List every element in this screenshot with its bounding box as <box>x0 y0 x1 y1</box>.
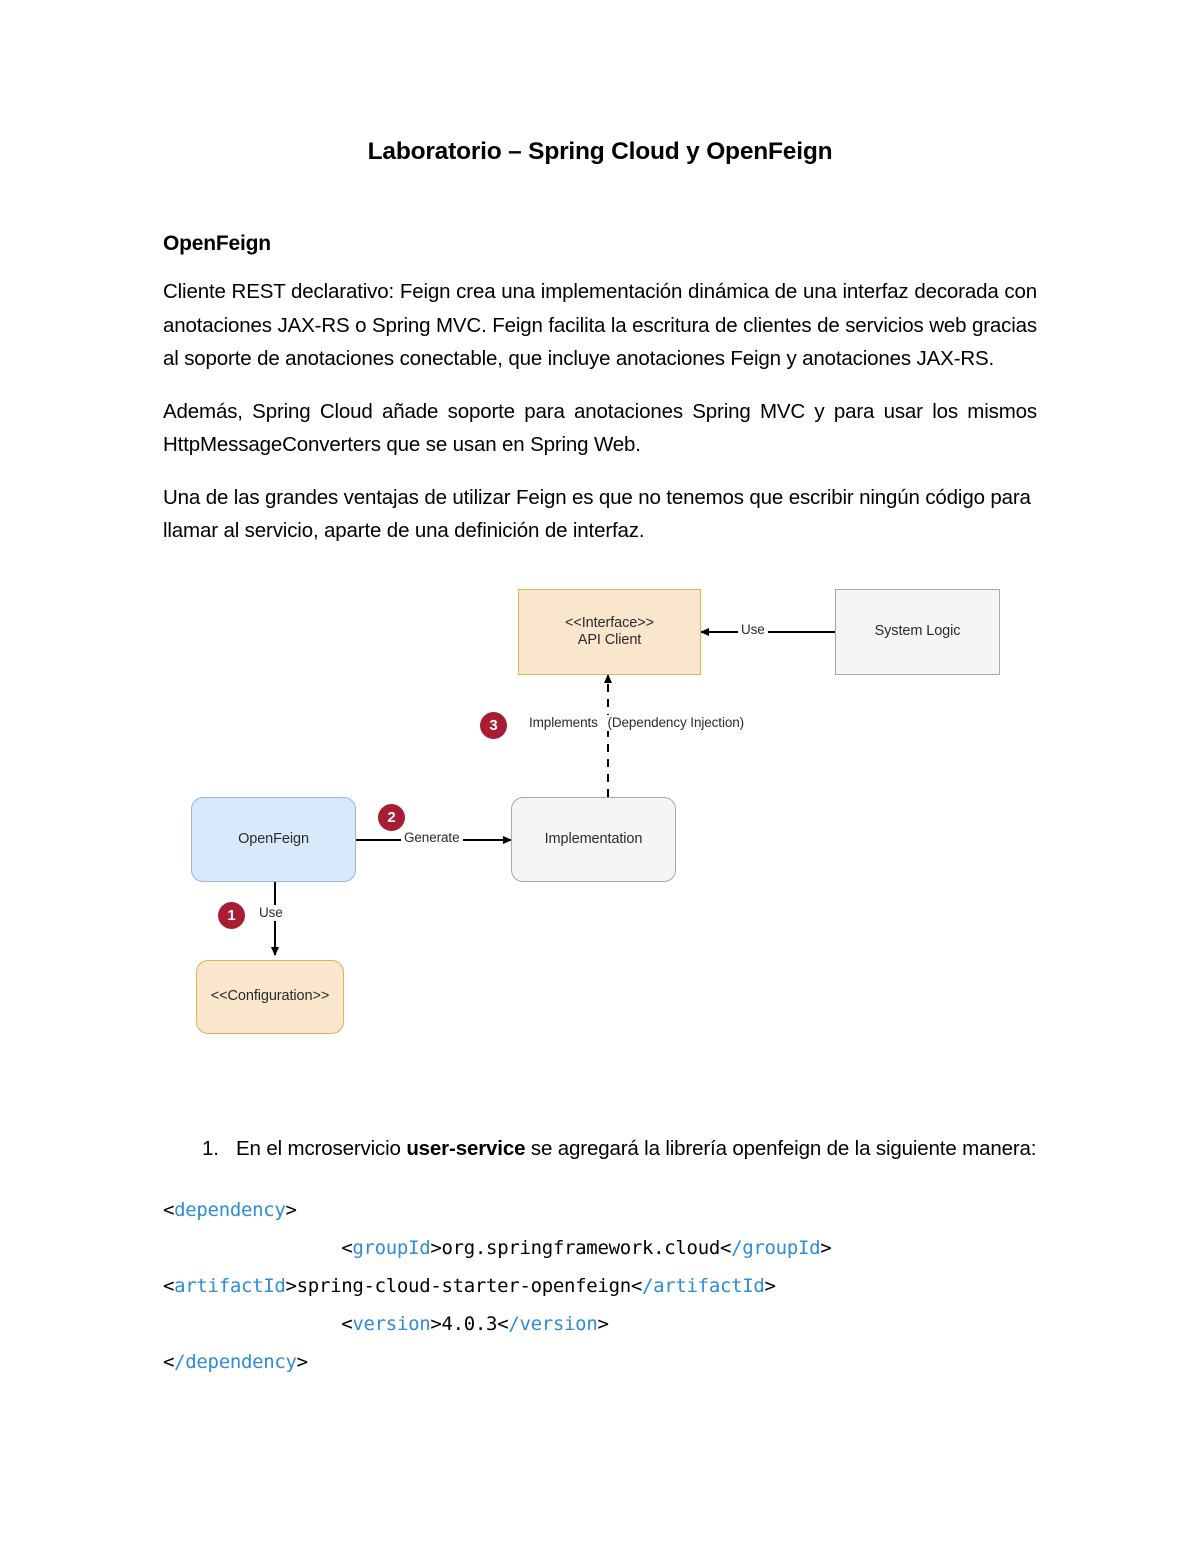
xml-dependency-code-block: <dependency> <groupId>org.springframework.cloud</groupId> <artifactId>spring-cloud-starter-openfeign</artifactId> <version>4.0.3</version> </dependency> <box>163 1199 832 1373</box>
code-l1-close: > <box>285 1199 297 1221</box>
diagram-box-system-logic <box>835 589 1000 675</box>
list-marker-1: 1. <box>202 1136 219 1160</box>
paragraph-3: Una de las grandes ventajas de utilizar Feign es que no tenemos que escribir ningún código para llamar al servicio, aparte de una definición de interfaz. <box>163 485 1031 542</box>
code-l4-indent <box>163 1313 341 1335</box>
code-l4-tag-open: version <box>352 1313 431 1335</box>
step-1-text-after: se agregará la librería openfeign de la siguiente manera: <box>525 1136 1037 1160</box>
numbered-steps-list <box>163 1072 1037 1166</box>
diagram-badge-1: 1 <box>218 902 245 929</box>
system-logic-label: System Logic <box>874 623 961 639</box>
code-l3-tag-close: /artifactId <box>641 1275 765 1297</box>
openfeign-architecture-diagram <box>163 572 1037 1072</box>
code-l2-value: org.springframework.cloud <box>441 1237 720 1259</box>
paragraph-1: Cliente REST declarativo: Feign crea una implementación dinámica de una interfaz decorada con anotaciones JAX-RS o Spring MVC. Feign facilita la escritura de clientes de servicios web gracias al soporte de anotaciones conectable, que incluye anotaciones Feign y anotaciones JAX-RS. <box>163 280 1037 370</box>
code-l1-tag: dependency <box>174 1199 286 1221</box>
code-l2-tag-open: groupId <box>352 1237 431 1259</box>
diagram-box-implementation <box>511 797 676 882</box>
step-1-service-name: user-service <box>406 1136 526 1160</box>
code-l3-tag-open: artifactId <box>174 1275 286 1297</box>
code-l2-tag-close: /groupId <box>731 1237 821 1259</box>
edge-label-implements <box>523 714 745 731</box>
paragraph-2: Además, Spring Cloud añade soporte para anotaciones Spring MVC y para usar los mismos HttpMessageConverters que se usan en Spring Web. <box>163 399 1037 456</box>
api-client-stereotype: <<Interface>> <box>565 614 654 631</box>
code-l3-value: spring-cloud-starter-openfeign <box>296 1275 631 1297</box>
implements-line-2: (Dependency Injection) <box>604 715 747 731</box>
step-1-text-before: En el mcroservicio <box>236 1136 407 1160</box>
diagram-badge-2: 2 <box>378 804 405 831</box>
implements-line-1: Implements <box>526 715 601 731</box>
diagram-box-configuration <box>196 960 344 1034</box>
code-l4-tag-close: /version <box>508 1313 598 1335</box>
list-item-1 <box>163 1132 1037 1166</box>
code-l1-open: < <box>163 1199 175 1221</box>
api-client-name: API Client <box>577 631 642 648</box>
openfeign-label: OpenFeign <box>238 830 309 847</box>
document-content <box>163 0 1037 1381</box>
diagram-box-api-client <box>518 589 701 675</box>
diagram-badge-3: 3 <box>480 712 507 739</box>
code-l4-value: 4.0.3 <box>441 1313 498 1335</box>
code-l5-tag: /dependency <box>174 1351 297 1373</box>
edge-label-use-system-logic: Use <box>738 622 768 638</box>
implementation-label: Implementation <box>544 830 643 847</box>
page-title: Laboratorio – Spring Cloud y OpenFeign <box>367 138 833 165</box>
section-heading-openfeign: OpenFeign <box>163 232 271 255</box>
diagram-box-openfeign <box>191 797 356 882</box>
edge-label-generate: Generate <box>401 830 463 846</box>
edge-label-use-configuration: Use <box>256 905 286 921</box>
configuration-label: <<Configuration>> <box>210 988 330 1004</box>
code-l2-indent <box>163 1237 341 1259</box>
